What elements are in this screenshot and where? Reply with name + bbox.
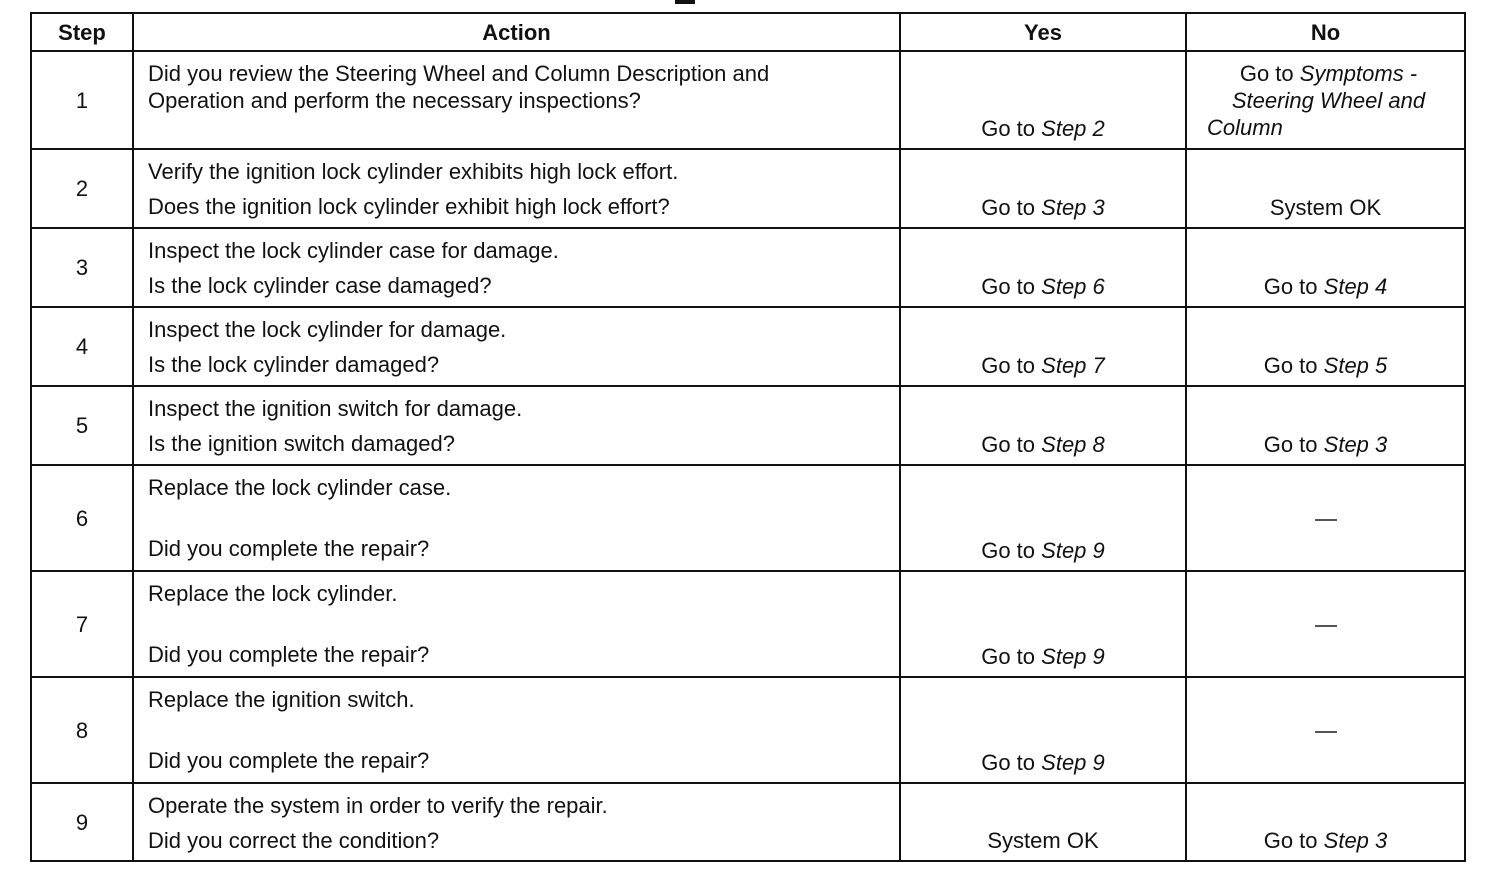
yes-step-link[interactable]: Step 8 xyxy=(1041,432,1105,457)
header-no: No xyxy=(1186,13,1465,51)
no-step-link[interactable]: Step 3 xyxy=(1323,432,1388,457)
no-symptoms-link[interactable]: Symptoms - xyxy=(1299,61,1418,86)
action-cell xyxy=(133,571,900,677)
no-line xyxy=(1207,87,1450,114)
yes-step-link[interactable]: Step 7 xyxy=(1041,353,1105,378)
step-number: 2 xyxy=(31,149,133,228)
action-cell xyxy=(133,149,900,228)
yes-prefix: Go to xyxy=(981,195,1036,220)
action-text: Replace the lock cylinder. xyxy=(148,581,398,606)
yes-prefix: Go to xyxy=(981,116,1036,141)
yes-cell xyxy=(900,51,1186,149)
yes-cell xyxy=(900,465,1186,571)
yes-cell xyxy=(900,149,1186,228)
action-text: Replace the ignition switch. xyxy=(148,687,415,712)
step-number: 7 xyxy=(31,571,133,677)
no-prefix: Go to xyxy=(1239,61,1294,86)
table-row xyxy=(31,228,1465,307)
action-cell xyxy=(133,783,900,861)
step-number: 6 xyxy=(31,465,133,571)
action-text: Inspect the ignition switch for damage. xyxy=(148,396,523,421)
action-text: Is the lock cylinder damaged? xyxy=(148,352,440,377)
no-line xyxy=(1207,114,1450,141)
table-row xyxy=(31,677,1465,783)
diagnostic-table xyxy=(30,12,1466,862)
action-text: Inspect the lock cylinder for damage. xyxy=(148,317,507,342)
no-cell xyxy=(1186,386,1465,465)
action-text: Did you complete the repair? xyxy=(148,536,430,561)
no-cell xyxy=(1186,307,1465,386)
step-number: 5 xyxy=(31,386,133,465)
table-row xyxy=(31,386,1465,465)
table-row xyxy=(31,307,1465,386)
no-symptoms-link-cont[interactable]: Column xyxy=(1207,115,1283,140)
yes-cell xyxy=(900,228,1186,307)
table-row xyxy=(31,783,1465,861)
no-symptoms-link-cont[interactable]: Steering Wheel and xyxy=(1231,88,1426,113)
yes-cell xyxy=(900,571,1186,677)
yes-cell xyxy=(900,783,1186,861)
step-number: 1 xyxy=(31,51,133,149)
action-text: Verify the ignition lock cylinder exhibits high lock effort. xyxy=(148,159,679,184)
yes-cell xyxy=(900,386,1186,465)
yes-prefix: Go to xyxy=(981,538,1036,563)
yes-prefix: Go to xyxy=(981,353,1036,378)
no-cell xyxy=(1186,51,1465,149)
no-dash xyxy=(1315,625,1337,627)
table-row xyxy=(31,571,1465,677)
yes-prefix: Go to xyxy=(981,274,1036,299)
no-prefix: Go to xyxy=(1263,432,1318,457)
action-text: Replace the lock cylinder case. xyxy=(148,475,452,500)
yes-prefix: Go to xyxy=(981,432,1036,457)
action-cell xyxy=(133,677,900,783)
action-text: Did you complete the repair? xyxy=(148,748,430,773)
step-number: 3 xyxy=(31,228,133,307)
table-row xyxy=(31,149,1465,228)
action-text: Inspect the lock cylinder case for damage. xyxy=(148,238,559,263)
yes-cell xyxy=(900,677,1186,783)
header-yes: Yes xyxy=(900,13,1186,51)
no-dash xyxy=(1315,519,1337,521)
action-cell xyxy=(133,228,900,307)
no-step-link[interactable]: Step 4 xyxy=(1323,274,1388,299)
no-prefix: Go to xyxy=(1263,274,1318,299)
no-cell xyxy=(1186,228,1465,307)
action-text: Does the ignition lock cylinder exhibit high lock effort? xyxy=(148,194,670,219)
action-text: Did you complete the repair? xyxy=(148,642,430,667)
yes-result: System OK xyxy=(987,828,1099,853)
yes-step-link[interactable]: Step 9 xyxy=(1041,750,1105,775)
action-text: Operation and perform the necessary inspections? xyxy=(148,88,641,113)
no-cell xyxy=(1186,149,1465,228)
header-action: Action xyxy=(133,13,900,51)
no-cell xyxy=(1186,571,1465,677)
no-step-link[interactable]: Step 3 xyxy=(1323,828,1388,853)
action-cell xyxy=(133,51,900,149)
table-row xyxy=(31,465,1465,571)
table-header-row xyxy=(31,13,1465,51)
yes-cell xyxy=(900,307,1186,386)
yes-prefix: Go to xyxy=(981,644,1036,669)
action-cell xyxy=(133,465,900,571)
step-number: 8 xyxy=(31,677,133,783)
no-cell xyxy=(1186,677,1465,783)
header-step: Step xyxy=(31,13,133,51)
yes-step-link[interactable]: Step 6 xyxy=(1041,274,1105,299)
no-line xyxy=(1207,60,1450,87)
no-result: System OK xyxy=(1269,195,1382,220)
action-text: Did you review the Steering Wheel and Column Description and xyxy=(148,61,770,86)
no-cell xyxy=(1186,783,1465,861)
step-number: 9 xyxy=(31,783,133,861)
no-dash xyxy=(1315,731,1337,733)
no-cell xyxy=(1186,465,1465,571)
action-text: Operate the system in order to verify the repair. xyxy=(148,793,608,818)
action-text: Is the lock cylinder case damaged? xyxy=(148,273,492,298)
action-text: Did you correct the condition? xyxy=(148,828,440,853)
no-prefix: Go to xyxy=(1263,828,1318,853)
step-number: 4 xyxy=(31,307,133,386)
yes-step-link[interactable]: Step 2 xyxy=(1041,116,1105,141)
yes-prefix: Go to xyxy=(981,750,1036,775)
top-edge-mark xyxy=(675,0,695,4)
action-cell xyxy=(133,386,900,465)
table-row xyxy=(31,51,1465,149)
yes-step-link[interactable]: Step 3 xyxy=(1041,195,1105,220)
yes-step-link[interactable]: Step 9 xyxy=(1041,644,1105,669)
yes-step-link[interactable]: Step 9 xyxy=(1041,538,1105,563)
action-text: Is the ignition switch damaged? xyxy=(148,431,455,456)
no-step-link[interactable]: Step 5 xyxy=(1323,353,1388,378)
no-prefix: Go to xyxy=(1263,353,1318,378)
action-cell xyxy=(133,307,900,386)
